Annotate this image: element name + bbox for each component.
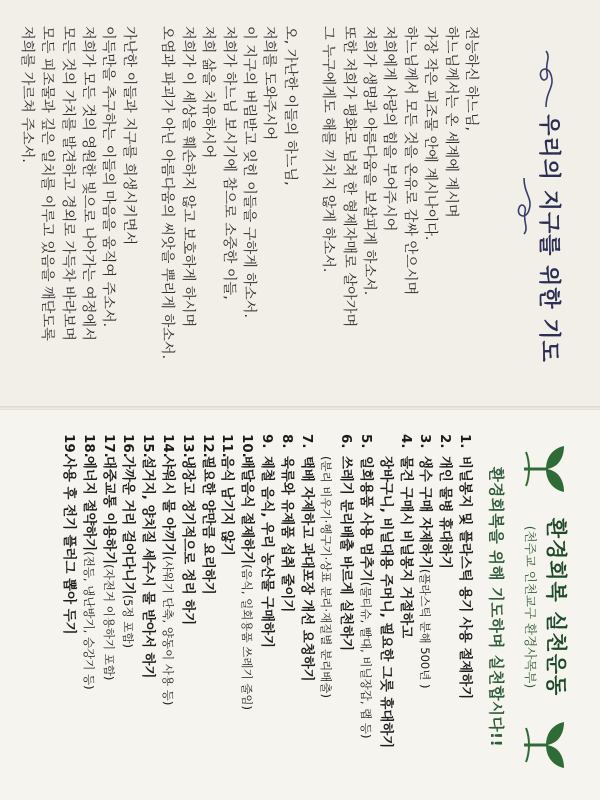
campaign-item-note: (플라스틱 분해 500년 ) bbox=[418, 568, 433, 689]
campaign-item-text: 제철 음식, 우리 농산물 구매하기 bbox=[259, 456, 275, 648]
campaign-item-note: (전등, 냉난방기, 승강기 등) bbox=[81, 551, 96, 690]
campaign-item bbox=[78, 434, 98, 780]
campaign-item-text: 장바구니, 비닐대용 주머니, 필요한 그릇 휴대하기 bbox=[377, 456, 393, 749]
campaign-item-text: 택배 자제하고 과대포장 개선 요청하기 bbox=[298, 456, 314, 682]
prayer-header bbox=[513, 26, 566, 386]
campaign-item-note: (분리 비우기·헹구기·상표 분리·재질별 분리배출) bbox=[319, 456, 334, 698]
campaign-item-note: (자전거 이용하기 포함) bbox=[101, 564, 116, 681]
campaign-item-note: (물티슈, 빨대, 비닐장갑, 랩 등) bbox=[359, 581, 374, 739]
campaign-item bbox=[256, 434, 276, 780]
campaign-item-text: 가까운 거리 걸어다니기 bbox=[120, 456, 136, 595]
prayer-line: 오, 가난한 이들의 하느님, bbox=[281, 26, 298, 186]
campaign-slogan: 환경회복을 위해 기도하며 실천합시다!! bbox=[487, 466, 505, 748]
campaign-item-number: 15. bbox=[140, 434, 156, 458]
campaign-item-note: (음식, 일회용품 쓰레기 줄임) bbox=[240, 564, 255, 710]
prayer-line: 저희를 가르쳐 주소서. bbox=[18, 26, 35, 163]
campaign-item-text: 샤워시 물 아끼기 bbox=[160, 456, 176, 556]
prayer-line: 이 지구의 버림받고 잊힌 이들을 구하게 하소서. bbox=[240, 26, 257, 318]
prayer-line: 하느님께서는 온 세계에 계시며 bbox=[442, 26, 459, 218]
campaign-item bbox=[454, 434, 474, 780]
prayer-line: 저희 삶을 치유하시어 bbox=[200, 26, 217, 159]
campaign-item-number: 2. bbox=[437, 434, 453, 449]
campaign-item-text: 개인 물병 휴대하기 bbox=[437, 456, 453, 569]
campaign-item-text: 사용 후 전기 플러그 뽑아 두기 bbox=[61, 456, 77, 635]
prayer-line: 오염과 파괴가 아닌 아름다움의 씨앗을 뿌리게 하소서. bbox=[159, 26, 176, 360]
campaign-item-number: 9. bbox=[259, 434, 275, 449]
prayer-line: 가장 작은 피조물 안에 계시나이다. bbox=[422, 26, 439, 241]
campaign-item-text: 설거지, 양치질 세수시 물 받아서 하기 bbox=[140, 456, 156, 679]
campaign-item-list bbox=[58, 434, 474, 780]
campaign-item-note: (샤워기 단축, 양동이 사용 등) bbox=[161, 555, 176, 706]
campaign-item bbox=[118, 434, 138, 780]
campaign-item-number: 16. bbox=[120, 434, 136, 458]
prayer-line: 전능하신 하느님, bbox=[463, 26, 479, 131]
campaign-item bbox=[137, 434, 157, 780]
campaign-item bbox=[316, 434, 336, 780]
campaign-item-number: 13. bbox=[179, 434, 195, 458]
campaign-item-text: 냉장고 정기적으로 정리 하기 bbox=[179, 456, 195, 626]
campaign-item-number: 1. bbox=[457, 434, 472, 449]
campaign-item bbox=[335, 434, 355, 780]
prayer-title: 우리의 지구를 위한 기도 bbox=[536, 114, 561, 363]
campaign-item-number: 5. bbox=[358, 434, 374, 449]
campaign-item bbox=[276, 434, 296, 780]
prayer-line: 저희가 모든 것의 영원한 빛으로 나아가는 여정에서 bbox=[80, 26, 97, 341]
campaign-item bbox=[98, 434, 118, 780]
campaign-item-number: 19. bbox=[61, 434, 77, 458]
campaign-item-number: 4. bbox=[397, 434, 413, 449]
prayer-line: 가난한 이들과 지구를 희생시키면서 bbox=[120, 26, 137, 246]
campaign-panel bbox=[0, 410, 600, 800]
campaign-item-number: 18. bbox=[80, 434, 96, 458]
campaign-item bbox=[296, 434, 316, 780]
leaf-sprout-icon bbox=[520, 718, 570, 772]
campaign-item-text: 필요한 양만큼 요리하기 bbox=[199, 456, 215, 595]
campaign-item bbox=[434, 434, 454, 780]
leaf-sprout-icon bbox=[520, 442, 570, 496]
campaign-item-number: 8. bbox=[278, 434, 294, 449]
prayer-line: 저희가 생명과 아름다움을 보살피게 하소서. bbox=[360, 26, 377, 296]
campaign-item bbox=[415, 434, 435, 780]
campaign-item-text: 물건 구매시 비닐봉지 거절하고 bbox=[397, 456, 413, 639]
campaign-item bbox=[197, 434, 217, 780]
campaign-item bbox=[395, 434, 415, 780]
campaign-item bbox=[236, 434, 256, 780]
prayer-paragraph bbox=[157, 26, 300, 386]
campaign-item-number: 6. bbox=[338, 434, 354, 449]
campaign-item-text: 비닐봉지 및 플라스틱 용기 사용 절제하기 bbox=[457, 456, 472, 700]
campaign-item-text: 음식 남기지 않기 bbox=[219, 456, 235, 556]
campaign-item-number: 3. bbox=[417, 434, 433, 449]
campaign-item-number: 7. bbox=[298, 434, 314, 449]
prayer-line: 이득만을 추구하는 이들의 마음을 움직여 주소서. bbox=[100, 26, 117, 328]
campaign-item-text: 에너지 절약하기 bbox=[80, 456, 96, 552]
prayer-paragraph bbox=[318, 26, 481, 386]
campaign-item-number: 17. bbox=[100, 434, 116, 458]
campaign-title: 환경회복 실천운동 bbox=[544, 517, 568, 697]
campaign-item-number: 11. bbox=[219, 434, 235, 458]
prayer-paragraph bbox=[16, 26, 138, 386]
campaign-item bbox=[58, 434, 78, 780]
campaign-item-number: 12. bbox=[199, 434, 215, 458]
campaign-header bbox=[522, 434, 572, 780]
campaign-item-number: 14. bbox=[160, 434, 176, 458]
campaign-item-text: 배달음식 절제하기 bbox=[239, 456, 255, 565]
campaign-item-text: 대중교통 이용하기 bbox=[100, 456, 116, 565]
prayer-line: 저희를 도와주시어 bbox=[261, 26, 278, 141]
prayer-line: 하느님께서 모든 것을 온유로 감싸 안으시며 bbox=[401, 26, 418, 296]
prayer-line: 모든 것의 가치를 발견하고 경외로 가득차 바라보며 bbox=[59, 26, 76, 341]
prayer-line: 저희가 이 세상을 훼손하지 않고 보호하게 하시며 bbox=[179, 26, 196, 328]
prayer-line: 그 누구에게도 해를 끼치지 않게 하소서. bbox=[320, 26, 337, 273]
campaign-item bbox=[355, 434, 375, 780]
swirl-ornament-icon bbox=[513, 176, 535, 236]
swirl-ornament-icon bbox=[536, 49, 558, 109]
prayer-line: 또한 저희가 평화로 넘쳐 한 형제자매로 살아가며 bbox=[340, 26, 357, 328]
campaign-item-text: 생수 구매 자제하기 bbox=[417, 456, 433, 569]
prayer-line: 저희가 하느님 보시기에 참으로 소중한 이들, bbox=[220, 26, 237, 300]
campaign-item bbox=[217, 434, 237, 780]
campaign-item-number: 10. bbox=[239, 434, 255, 458]
campaign-item bbox=[177, 434, 197, 780]
campaign-item-text: 일회용품 사용 멈추기 bbox=[358, 456, 374, 582]
campaign-subtitle: (천주교 인천교구 환경사목부) bbox=[523, 525, 538, 689]
campaign-item-text: 육류와 유제품 섭취 줄이기 bbox=[278, 456, 294, 613]
prayer-line: 모든 피조물과 깊은 일치를 이루고 있음을 깨닫도록 bbox=[39, 26, 56, 341]
prayer-line: 저희에게 사랑의 힘을 부어주시어 bbox=[381, 26, 398, 232]
campaign-item bbox=[157, 434, 177, 780]
campaign-item-note: (5정 포함) bbox=[121, 594, 136, 648]
campaign-item-text: 쓰레기 분리배출 바르게 실천하기 bbox=[338, 456, 354, 652]
campaign-item bbox=[375, 434, 395, 780]
